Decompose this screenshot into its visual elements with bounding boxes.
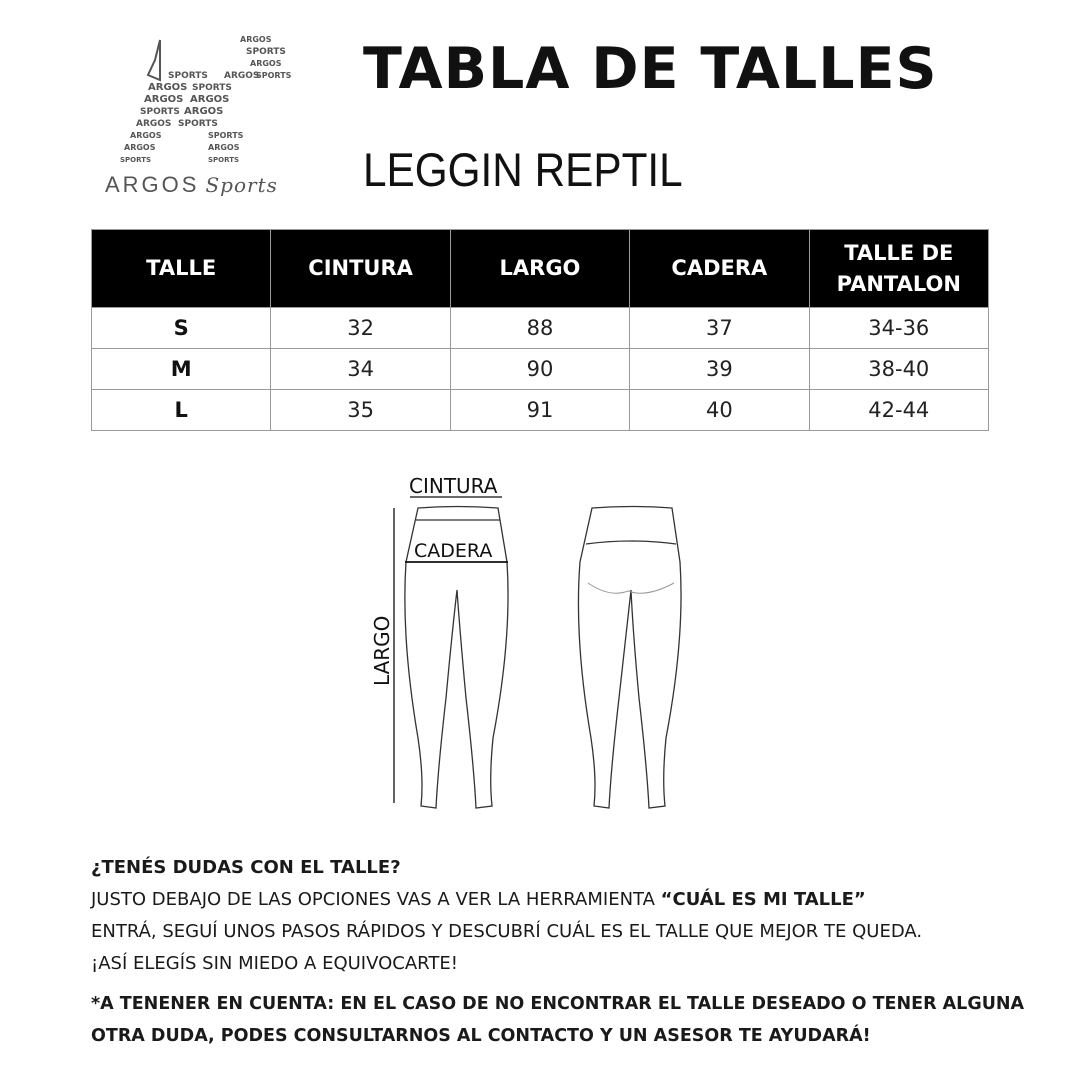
table-header-row	[92, 230, 989, 308]
logo-word: ARGOS	[240, 35, 272, 44]
cell-largo: 88	[450, 308, 629, 349]
help-notes	[91, 852, 1031, 1052]
cell-largo: 91	[450, 390, 629, 431]
header-talle-pantalon: TALLE DE PANTALON	[809, 230, 988, 308]
waist-label: CINTURA	[409, 474, 498, 498]
cell-cintura: 34	[271, 349, 450, 390]
logo-word: ARGOS	[224, 71, 260, 81]
header-talle: TALLE	[92, 230, 271, 308]
warning-line-1: *A TENENER EN CUENTA: EN EL CASO DE NO ENCONTRAR EL TALLE DESEADO O TENER ALGUNA	[91, 994, 1025, 1014]
logo-word: ARGOS	[184, 106, 224, 117]
brand-wordmark	[105, 172, 278, 198]
cell-size: M	[92, 349, 271, 390]
logo-word: ARGOS	[124, 143, 156, 152]
logo-word: ARGOS	[136, 119, 172, 129]
table-row	[92, 308, 989, 349]
table-row	[92, 349, 989, 390]
header-cadera: CADERA	[630, 230, 809, 308]
logo-word: ARGOS	[148, 82, 188, 93]
help-line-tool	[91, 884, 1031, 916]
cell-cintura: 32	[271, 308, 450, 349]
cell-talle-pantalon: 34-36	[809, 308, 988, 349]
logo-word: SPORTS	[140, 107, 180, 117]
header-cintura: CINTURA	[271, 230, 450, 308]
brand-script: Sports	[205, 173, 278, 197]
logo-word: ARGOS	[250, 59, 282, 68]
cell-size: S	[92, 308, 271, 349]
cell-talle-pantalon: 38-40	[809, 349, 988, 390]
cell-size: L	[92, 390, 271, 431]
logo-word: SPORTS	[256, 71, 292, 80]
logo-word: ARGOS	[190, 94, 230, 105]
logo-word: SPORTS	[120, 156, 152, 164]
help-line-steps: ENTRÁ, SEGUÍ UNOS PASOS RÁPIDOS Y DESCUBRÍ CUÁL ES EL TALLE QUE MEJOR TE QUEDA.	[91, 921, 923, 942]
help-line-closing: ¡ASÍ ELEGÍS SIN MIEDO A EQUIVOCARTE!	[91, 953, 458, 974]
page-title: TABLA DE TALLES	[363, 36, 938, 102]
logo-word: SPORTS	[246, 47, 286, 57]
size-chart-table	[91, 229, 989, 431]
cell-talle-pantalon: 42-44	[809, 390, 988, 431]
help-question: ¿TENÉS DUDAS CON EL TALLE?	[91, 857, 401, 878]
size-tool-name: “CUÁL ES MI TALLE”	[660, 889, 866, 910]
help-line-tool-prefix: JUSTO DEBAJO DE LAS OPCIONES VAS A VER LA HERRAMIENTA	[91, 889, 661, 910]
logo-word: ARGOS	[208, 143, 240, 152]
cell-cadera: 39	[630, 349, 809, 390]
leggings-back	[578, 507, 681, 809]
cell-cadera: 40	[630, 390, 809, 431]
header-largo: LARGO	[450, 230, 629, 308]
logo-word: SPORTS	[208, 131, 244, 140]
brand-name: ARGOS	[105, 172, 200, 197]
leggings-diagram	[360, 468, 700, 828]
logo-word: SPORTS	[208, 156, 240, 164]
logo-word: ARGOS	[130, 131, 162, 140]
warning-line-2: OTRA DUDA, PODES CONSULTARNOS AL CONTACTO Y UN ASESOR TE AYUDARÁ!	[91, 1026, 871, 1046]
cell-cintura: 35	[271, 390, 450, 431]
product-name: LEGGIN REPTIL	[363, 143, 683, 196]
cell-cadera: 37	[630, 308, 809, 349]
logo-word: SPORTS	[192, 83, 232, 93]
logo-word: SPORTS	[168, 71, 208, 81]
cell-largo: 90	[450, 349, 629, 390]
hip-label: CADERA	[414, 540, 493, 562]
logo-word: ARGOS	[144, 94, 184, 105]
logo-word: SPORTS	[178, 119, 218, 129]
length-label: LARGO	[370, 615, 394, 686]
table-row	[92, 390, 989, 431]
